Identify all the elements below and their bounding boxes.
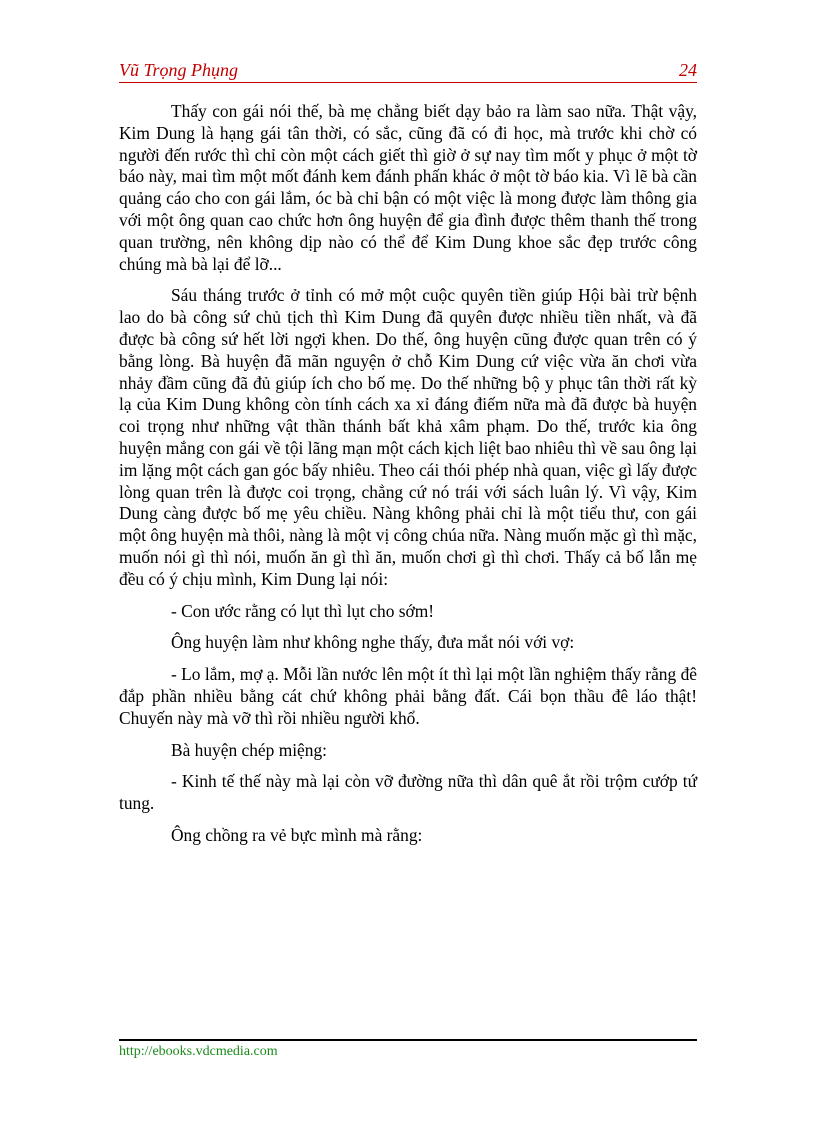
footer-link[interactable]: http://ebooks.vdcmedia.com: [119, 1044, 278, 1059]
dialogue-line: - Kinh tế thế này mà lại còn vỡ đường nữa thì dân quê ắt rồi trộm cướp tứ tung.: [119, 771, 697, 814]
paragraph: Ông huyện làm như không nghe thấy, đưa mắt nói với vợ:: [171, 632, 575, 653]
paragraph: Sáu tháng trước ở tỉnh có mở một cuộc quyên tiền giúp Hội bài trừ bệnh lao do bà công sứ chủ tịch thì Kim Dung đã quyên được nhiều tiền nhất, và đã được bà công sứ hết lời ngợi khen. Do thế, ông huyện cũng được quan trên có ý bằng lòng. Bà huyện đã mãn nguyện ở chỗ Kim Dung cứ việc vừa ăn chơi vừa nhảy đầm cũng đã đủ giúp ích cho bố mẹ. Do thế những bộ y phục tân thời rất kỳ lạ của Kim Dung không còn tính cách xa xỉ đáng điếm nữa mà đã được bà huyện coi trọng như những vật thần thánh bất khả xâm phạm. Do thế, trước kia ông huyện mắng con gái về tội lãng mạn một cách kịch liệt bao nhiêu thì về sau ông lại im lặng một cách gan góc bấy nhiêu. Theo cái thói phép nhà quan, việc gì lấy được lòng quan trên là được coi trọng, chẳng cứ nó trái với sách luân lý. Vì vậy, Kim Dung càng được bố mẹ yêu chiều. Nàng không phải chỉ là một tiểu thư, con gái một ông huyện mà thôi, nàng là một vị công chúa nữa. Nàng muốn mặc gì thì mặc, muốn nói gì thì nói, muốn ăn gì thì ăn, muốn chơi gì thì chơi. Thấy cả bố lẫn mẹ đều có ý chịu mình, Kim Dung lại nói:: [119, 285, 698, 589]
header-page-number: 24: [679, 60, 697, 80]
paragraph: Thấy con gái nói thế, bà mẹ chẳng biết dạy bảo ra làm sao nữa. Thật vậy, Kim Dung là hạng gái tân thời, có sắc, cũng đã có đi học, mà trước khi chờ có người đến rước thì chỉ còn một cách giết thì giờ ở sự nay tìm mốt y phục ở một tờ báo này, mai tìm một mốt đánh kem đánh phấn khác ở một tờ báo kia. Vì lẽ bà cần quảng cáo cho con gái lắm, óc bà chỉ bận có một việc là mong được làm thông gia với một ông quan cao chức hơn ông huyện để gia đình được thêm thanh thế trong quan trường, nên không dịp nào có thể để Kim Dung khoe sắc đẹp trước công chúng mà bà lại để lỡ...: [119, 101, 697, 274]
header-author: Vũ Trọng Phụng: [119, 60, 239, 80]
page-header: [119, 60, 697, 83]
paragraph: Bà huyện chép miệng:: [171, 739, 327, 760]
dialogue-line: - Lo lắm, mợ ạ. Mỗi lần nước lên một ít thì lại một lần nghiệm thấy rằng đê đắp phần nhiều bằng cát chứ không phải bằng đất. Cái bọn thầu đê láo thật! Chuyến này mà vỡ thì rồi nhiều người khổ.: [119, 664, 697, 728]
dialogue-line: - Con ước rằng có lụt thì lụt cho sớm!: [171, 600, 435, 621]
footer-divider: [119, 1039, 697, 1041]
document-body: [119, 101, 697, 857]
paragraph: Ông chồng ra vẻ bực mình mà rằng:: [171, 824, 423, 845]
